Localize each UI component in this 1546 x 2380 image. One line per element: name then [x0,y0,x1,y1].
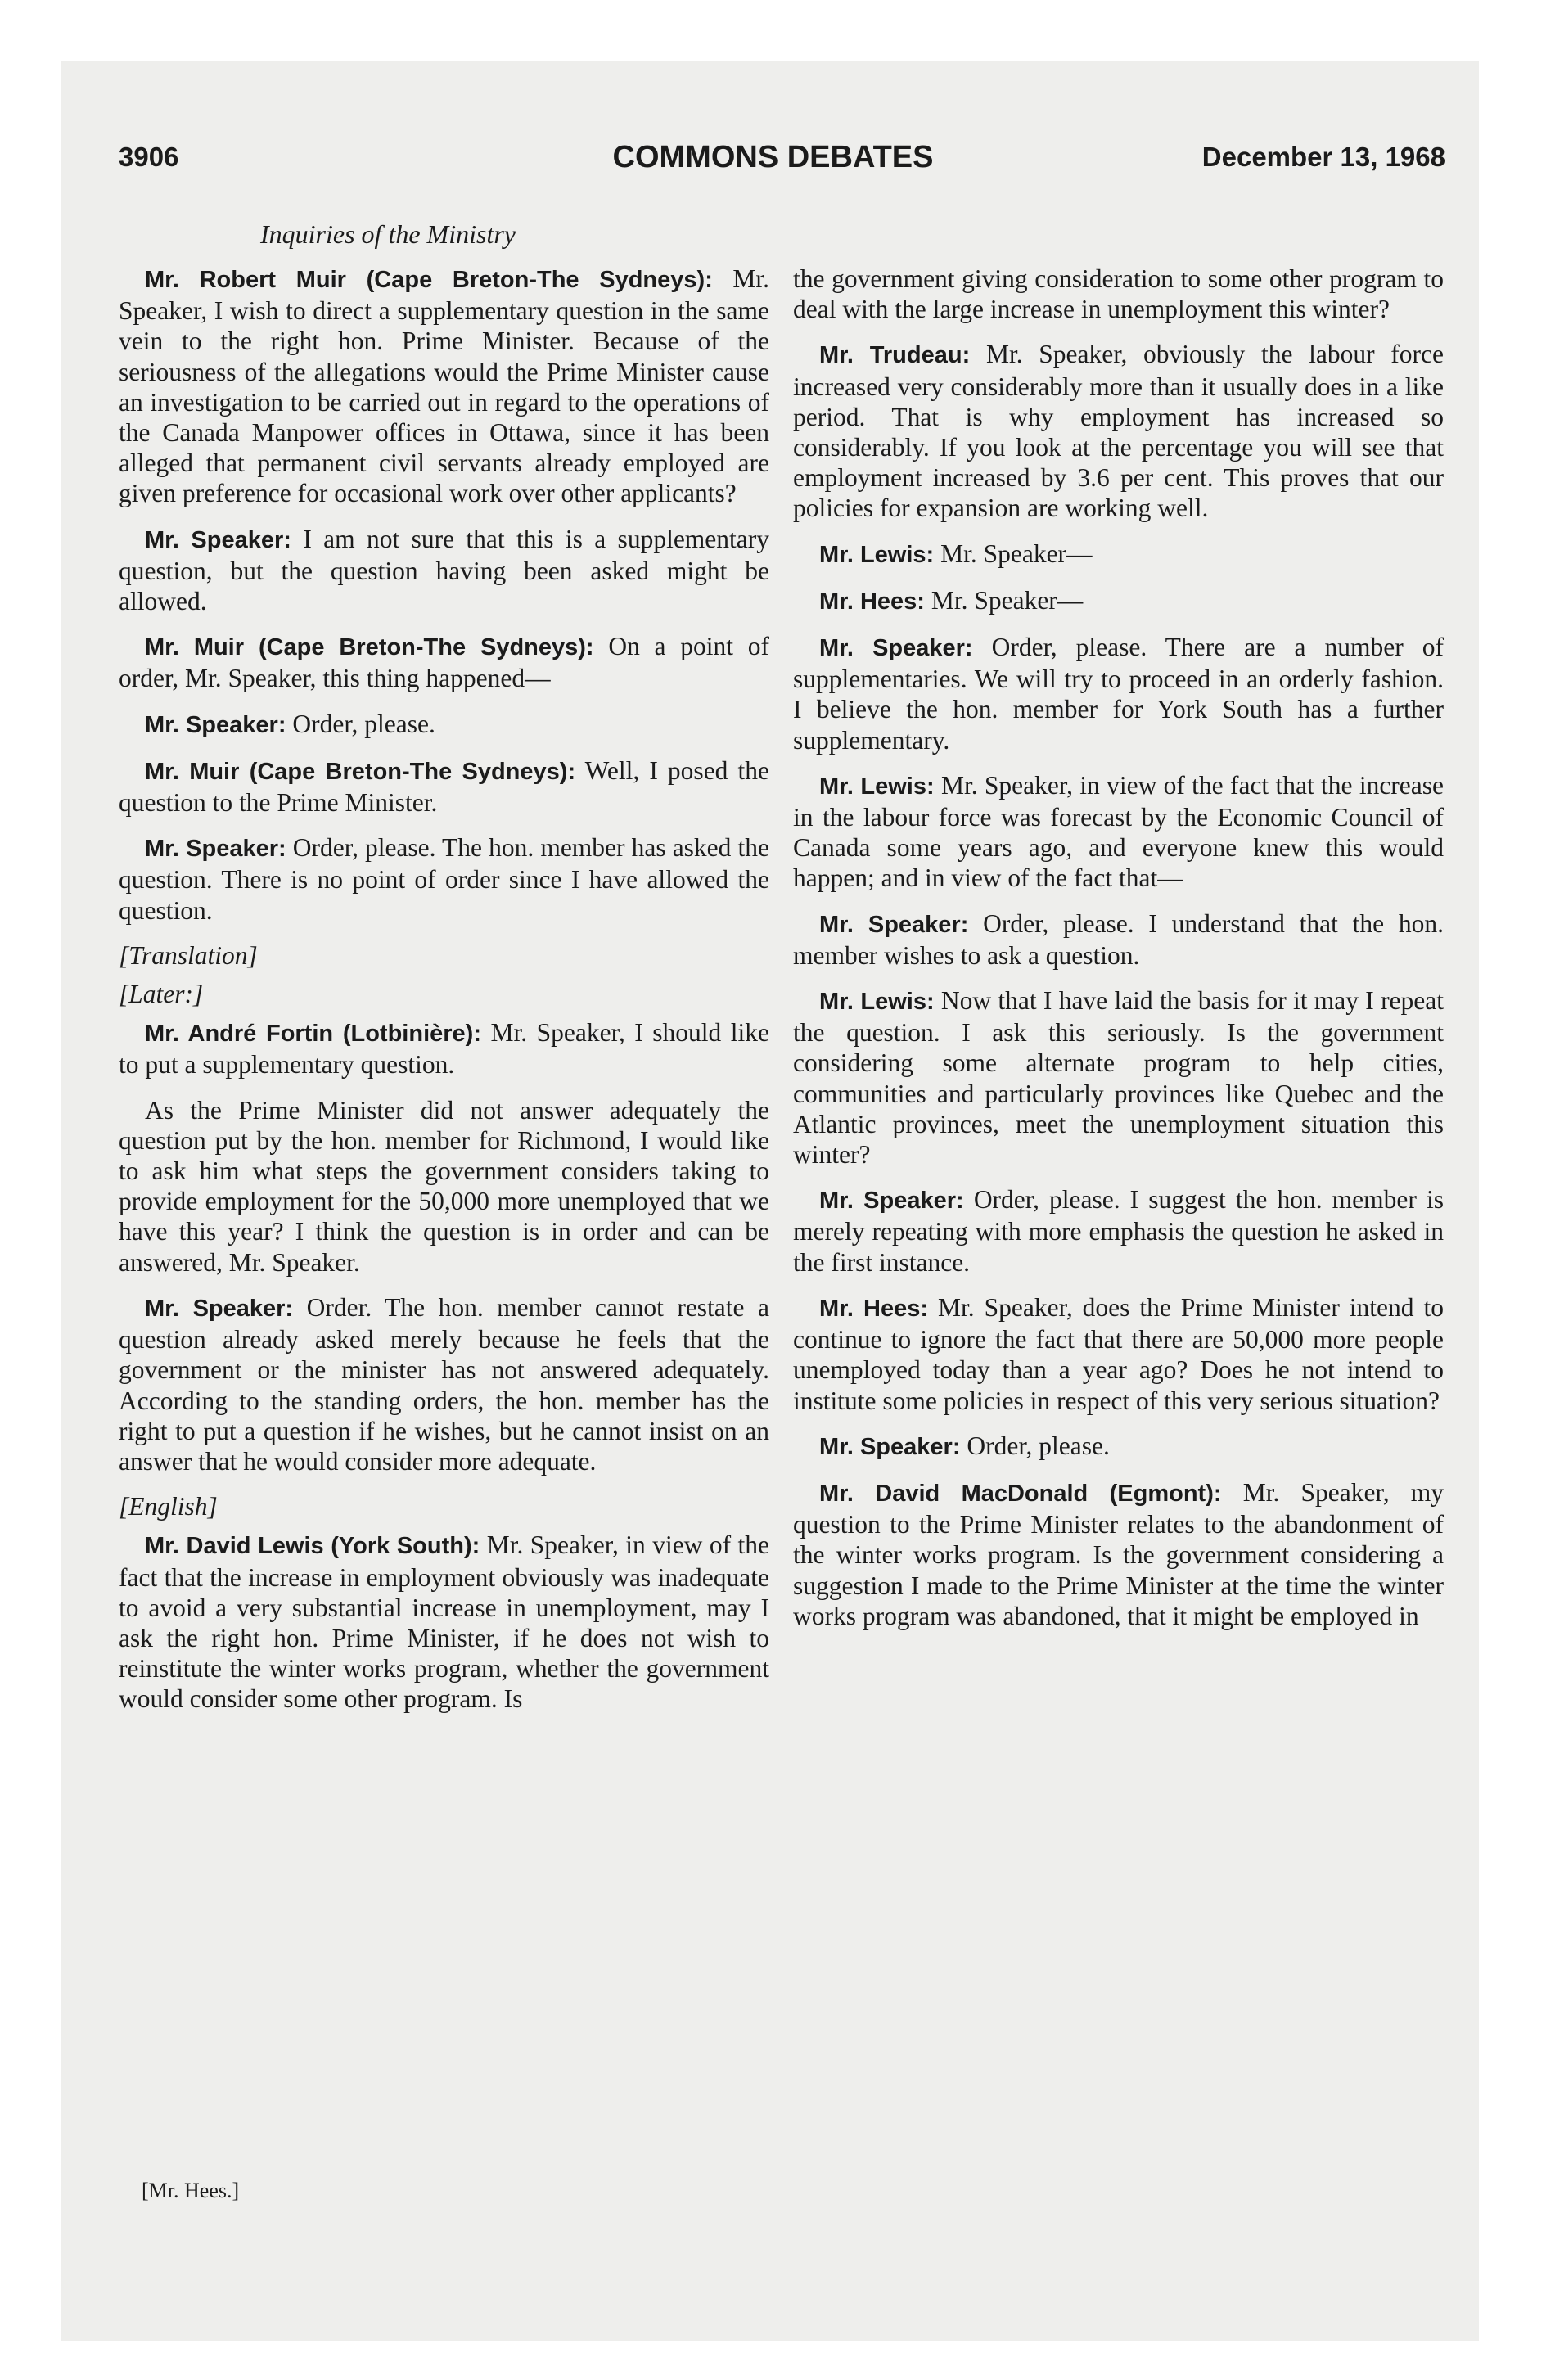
debate-paragraph [119,264,769,509]
debate-paragraph [793,632,1444,755]
speech-text: Mr. Speaker— [940,539,1093,568]
speaker-name: Mr. Speaker: [145,1295,294,1322]
speaker-name: Mr. Speaker: [819,1188,964,1215]
publication-title: COMMONS DEBATES [612,140,934,174]
speaker-name: Mr. Trudeau: [819,342,971,369]
speaker-name: Mr. Speaker: [819,635,973,662]
debate-paragraph [793,264,1444,324]
speaker-name: Mr. Speaker: [145,526,291,553]
speech-text: Mr. Speaker, I wish to direct a supplementary question in the same vein to the right hon. Prime Minister. Because of the seriousness of the allegations would the Prime Minister cause an investigation to be carried out in regard to the operations of the Canada Manpower offices in Ottawa, since it has been alleged that permanent civil servants already employed are given preference for occasional work over other applicants? [119,264,770,508]
debate-paragraph [119,524,769,617]
language-tag: [Translation] [119,940,258,970]
debate-paragraph [119,1017,769,1080]
speaker-name: Mr. André Fortin (Lotbinière): [145,1021,481,1048]
speech-text: Order, please. There are a number of supplementaries. We will try to proceed in an orderly fashion. I believe the hon. member for York South has a further supplementary. [793,633,1444,755]
debate-paragraph [793,1184,1444,1278]
debate-paragraph [119,1095,769,1278]
page-footer: [Mr. Hees.] [142,2179,240,2202]
debate-paragraph [793,339,1444,523]
speaker-name: Mr. Lewis: [819,541,935,568]
speaker-name: Mr. Muir (Cape Breton-The Sydneys): [145,758,576,785]
debate-paragraph [119,1292,769,1476]
speech-text: Well, I posed the question to the Prime Minister. [119,755,770,818]
speaker-name: Mr. Muir (Cape Breton-The Sydneys): [145,634,594,661]
speech-text: Mr. Speaker, my question to the Prime Minister relates to the abandonment of the winter works program. Is the government considering a suggestion I made to the Prime Minister at the time the winter works program was abandoned, that it might be employed in [793,1477,1444,1630]
right-column [793,264,1444,1646]
speaker-name: Mr. Robert Muir (Cape Breton-The Sydneys): [145,267,713,293]
language-tag: [Later:] [119,980,204,1009]
speaker-name: Mr. Lewis: [819,773,935,800]
speech-text: Mr. Speaker, I should like to put a supplementary question. [119,1018,769,1080]
speech-text: Mr. Speaker, in view of the fact that the increase in employment obviously was inadequate to avoid a very substantial increase in unemployment, may I ask the right hon. Prime Minister, if he does not wish to reinstitute the winter works program, whether the government would consider some other program. Is [119,1530,769,1714]
speech-text: On a point of order, Mr. Speaker, this thing happened— [119,632,769,693]
debate-paragraph [119,631,769,693]
left-column [119,264,769,1729]
speech-text: As the Prime Minister did not answer adequately the question put by the hon. member for Richmond, I would like to ask him what steps the government considers taking to provide employment for the 50,000 more unemployed that we have this year? I think the question is in order and can be answered, Mr. Speaker. [119,1095,769,1277]
speech-text: Mr. Speaker, obviously the labour force increased very considerably more than it usually does in a like period. That is why employment has increased so considerably. If you look at the percentage you will see that employment increased by 3.6 per cent. This proves that our policies for expansion are working well. [793,340,1444,523]
speech-text: Order, please. The hon. member has asked the question. There is no point of order since I have allowed the question. [119,833,769,925]
debate-paragraph [119,1530,769,1714]
speaker-name: Mr. Speaker: [145,711,286,738]
speaker-name: Mr. Speaker: [819,1433,961,1460]
debate-paragraph [119,709,769,741]
debate-paragraph [793,985,1444,1170]
language-tag: [English] [119,1492,218,1521]
debate-paragraph [119,832,769,926]
debate-paragraph [793,770,1444,894]
speaker-name: Mr. Speaker: [819,911,969,938]
debate-paragraph [793,1477,1444,1631]
speech-text: the government giving consideration to some other program to deal with the large increase in unemployment this winter? [793,264,1444,324]
page-date: December 13, 1968 [1201,142,1445,172]
debate-paragraph [793,908,1444,971]
section-title: Inquiries of the Ministry [260,219,516,249]
debate-paragraph [793,585,1444,617]
speaker-name: Mr. David MacDonald (Egmont): [819,1480,1222,1507]
speech-text: Mr. Speaker, in view of the fact that the increase in the labour force was forecast by the Economic Council of Canada some years ago, and everyone knew this would happen; and in view of the fact that— [793,770,1444,893]
speech-text: Mr. Speaker— [931,585,1084,615]
speech-text: I am not sure that this is a supplementary question, but the question having been asked might be allowed. [119,524,770,616]
debate-paragraph [793,1292,1444,1416]
debate-paragraph [793,539,1444,570]
debate-paragraph [793,1431,1444,1463]
speech-text: Now that I have laid the basis for it may I repeat the question. I ask this seriously. Is the government considering some alternate program to help cities, communities and particularly provinces like Quebec and the Atlantic provinces, meet the unemployment situation this winter? [793,986,1444,1170]
page-number: 3906 [119,142,179,172]
speech-text: Order, please. I suggest the hon. member is merely repeating with more emphasis the question he asked in the first instance. [793,1185,1444,1277]
speaker-name: Mr. Speaker: [145,836,286,863]
speech-text: Order, please. I understand that the hon. member wishes to ask a question. [793,908,1444,970]
speech-text: Mr. Speaker, does the Prime Minister intend to continue to ignore the fact that there are 50,000 more people unemployed today than a year ago? Does he not intend to institute some policies in respect of this very serious situation? [793,1292,1444,1415]
speaker-name: Mr. David Lewis (York South): [145,1533,480,1560]
speaker-name: Mr. Lewis: [819,989,935,1016]
speech-text: Order, please. [292,709,435,738]
debate-paragraph [119,755,769,818]
speaker-name: Mr. Hees: [819,1295,929,1322]
speaker-name: Mr. Hees: [819,588,925,615]
speech-text: Order. The hon. member cannot restate a question already asked merely because he feels that the government or the minister has not answered adequately. According to the standing orders, the hon. member has the right to put a question if he wishes, but he cannot insist on an answer that he would consider more adequate. [119,1292,769,1476]
speech-text: Order, please. [967,1431,1110,1460]
